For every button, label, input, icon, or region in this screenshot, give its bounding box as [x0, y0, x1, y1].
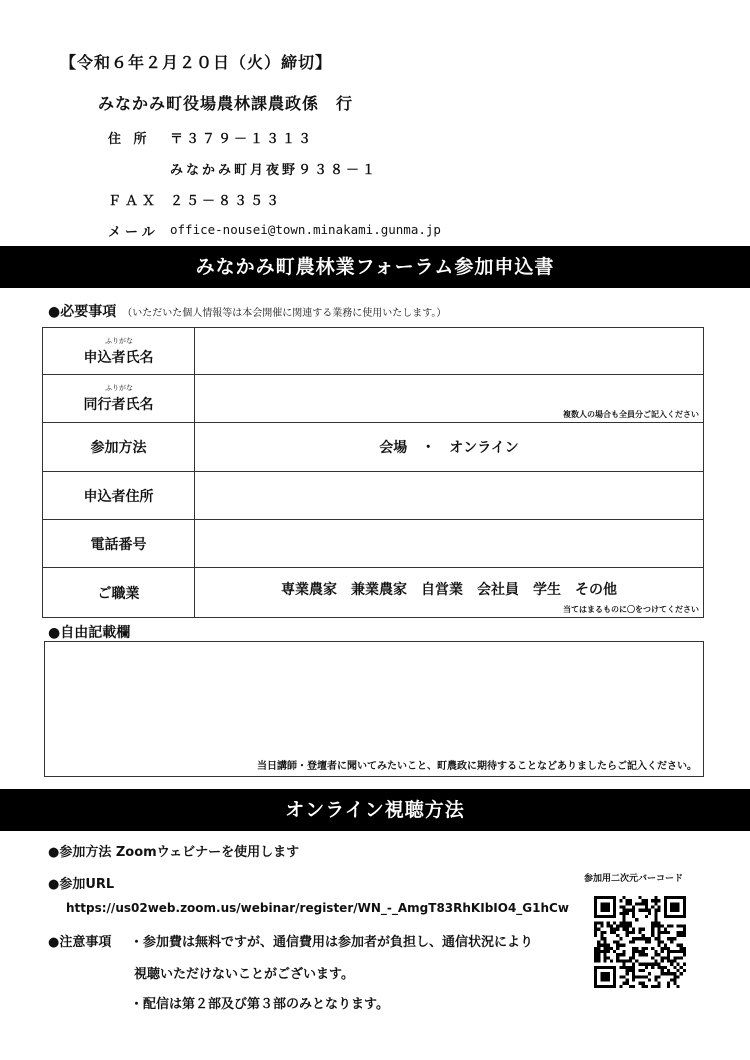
participation-options[interactable]: 会場 ・ オンライン: [195, 423, 704, 472]
applicant-name-field[interactable]: [195, 328, 704, 375]
online-method-text: ●参加方法 Zoomウェビナーを使用します: [48, 845, 300, 860]
participation-label: 参加方法: [43, 423, 195, 472]
email-link[interactable]: office-nousei@town.minakami.gunma.jp: [170, 222, 441, 237]
form-title-banner: みなかみ町農林業フォーラム参加申込書: [0, 246, 750, 288]
companion-name-field[interactable]: [195, 375, 704, 423]
form-row-applicant-name: [43, 328, 704, 375]
application-form-table: [42, 327, 704, 618]
form-row-address: [43, 472, 704, 520]
applicant-name-text: 申込者氏名: [83, 349, 154, 366]
occupation-field[interactable]: [195, 568, 704, 618]
postal-code: 〒３７９－１３１３: [170, 132, 315, 147]
deadline-text: 【令和６年２月２０日（火）締切】: [60, 53, 333, 72]
zoom-url-link[interactable]: https://us02web.zoom.us/webinar/register/WN_-_AmgT83RhKIbIO4_G1hCw: [66, 901, 569, 915]
email-label: メール: [108, 225, 159, 240]
qr-code-label: 参加用二次元バーコード: [584, 874, 684, 884]
phone-field[interactable]: [195, 520, 704, 568]
phone-label: 電話番号: [43, 520, 195, 568]
online-viewing-banner: オンライン視聴方法: [0, 789, 750, 831]
notes-heading: ●注意事項: [48, 935, 112, 950]
companion-name-text: 同行者氏名: [83, 397, 154, 413]
address-field[interactable]: [195, 472, 704, 520]
required-heading-text: ●必要事項: [48, 304, 117, 320]
form-row-companion-name: [43, 375, 704, 423]
furigana-label: ふりがな: [105, 336, 133, 345]
form-row-participation: [43, 423, 704, 472]
form-row-phone: [43, 520, 704, 568]
free-entry-note: 当日講師・登壇者に聞いてみたいこと、町農政に期待することなどありましたらご記入ください。: [257, 761, 697, 772]
required-note: （いただいた個人情報等は本会開催に関連する業務に使用いたします。）: [122, 308, 447, 319]
fax-label: ＦＡＸ: [108, 194, 160, 209]
address-field-label: 申込者住所: [43, 472, 195, 520]
applicant-name-label: [43, 328, 195, 375]
free-entry-heading: ●自由記載欄: [48, 625, 131, 641]
required-heading: [48, 301, 446, 321]
note-free-fee: ・参加費は無料ですが、通信費用は参加者が負担し、通信状況により: [130, 935, 534, 950]
occupation-options[interactable]: 専業農家 兼業農家 自営業 会社員 学生 その他: [281, 581, 617, 598]
free-entry-box[interactable]: [44, 641, 704, 777]
qr-code-icon[interactable]: [594, 896, 686, 988]
furigana-label: ふりがな: [105, 384, 133, 392]
fax-value: ２５－８３５３: [170, 194, 283, 209]
url-heading: ●参加URL: [48, 877, 115, 892]
occupation-label: ご職業: [43, 568, 195, 618]
companion-note: 複数人の場合も全員分ご記入ください: [563, 410, 699, 419]
form-row-occupation: [43, 568, 704, 618]
companion-name-label: [43, 375, 195, 423]
recipient-text: みなかみ町役場農林課農政係 行: [98, 94, 354, 113]
note-free-fee-cont: 視聴いただけないことがございます。: [134, 967, 354, 982]
address-label: 住 所: [108, 132, 151, 147]
occupation-note: 当てはまるものに〇をつけてください: [563, 605, 699, 614]
address-value: みなかみ町月夜野９３８－１: [170, 163, 379, 178]
note-stream-parts: ・配信は第２部及び第３部のみとなります。: [130, 997, 389, 1012]
